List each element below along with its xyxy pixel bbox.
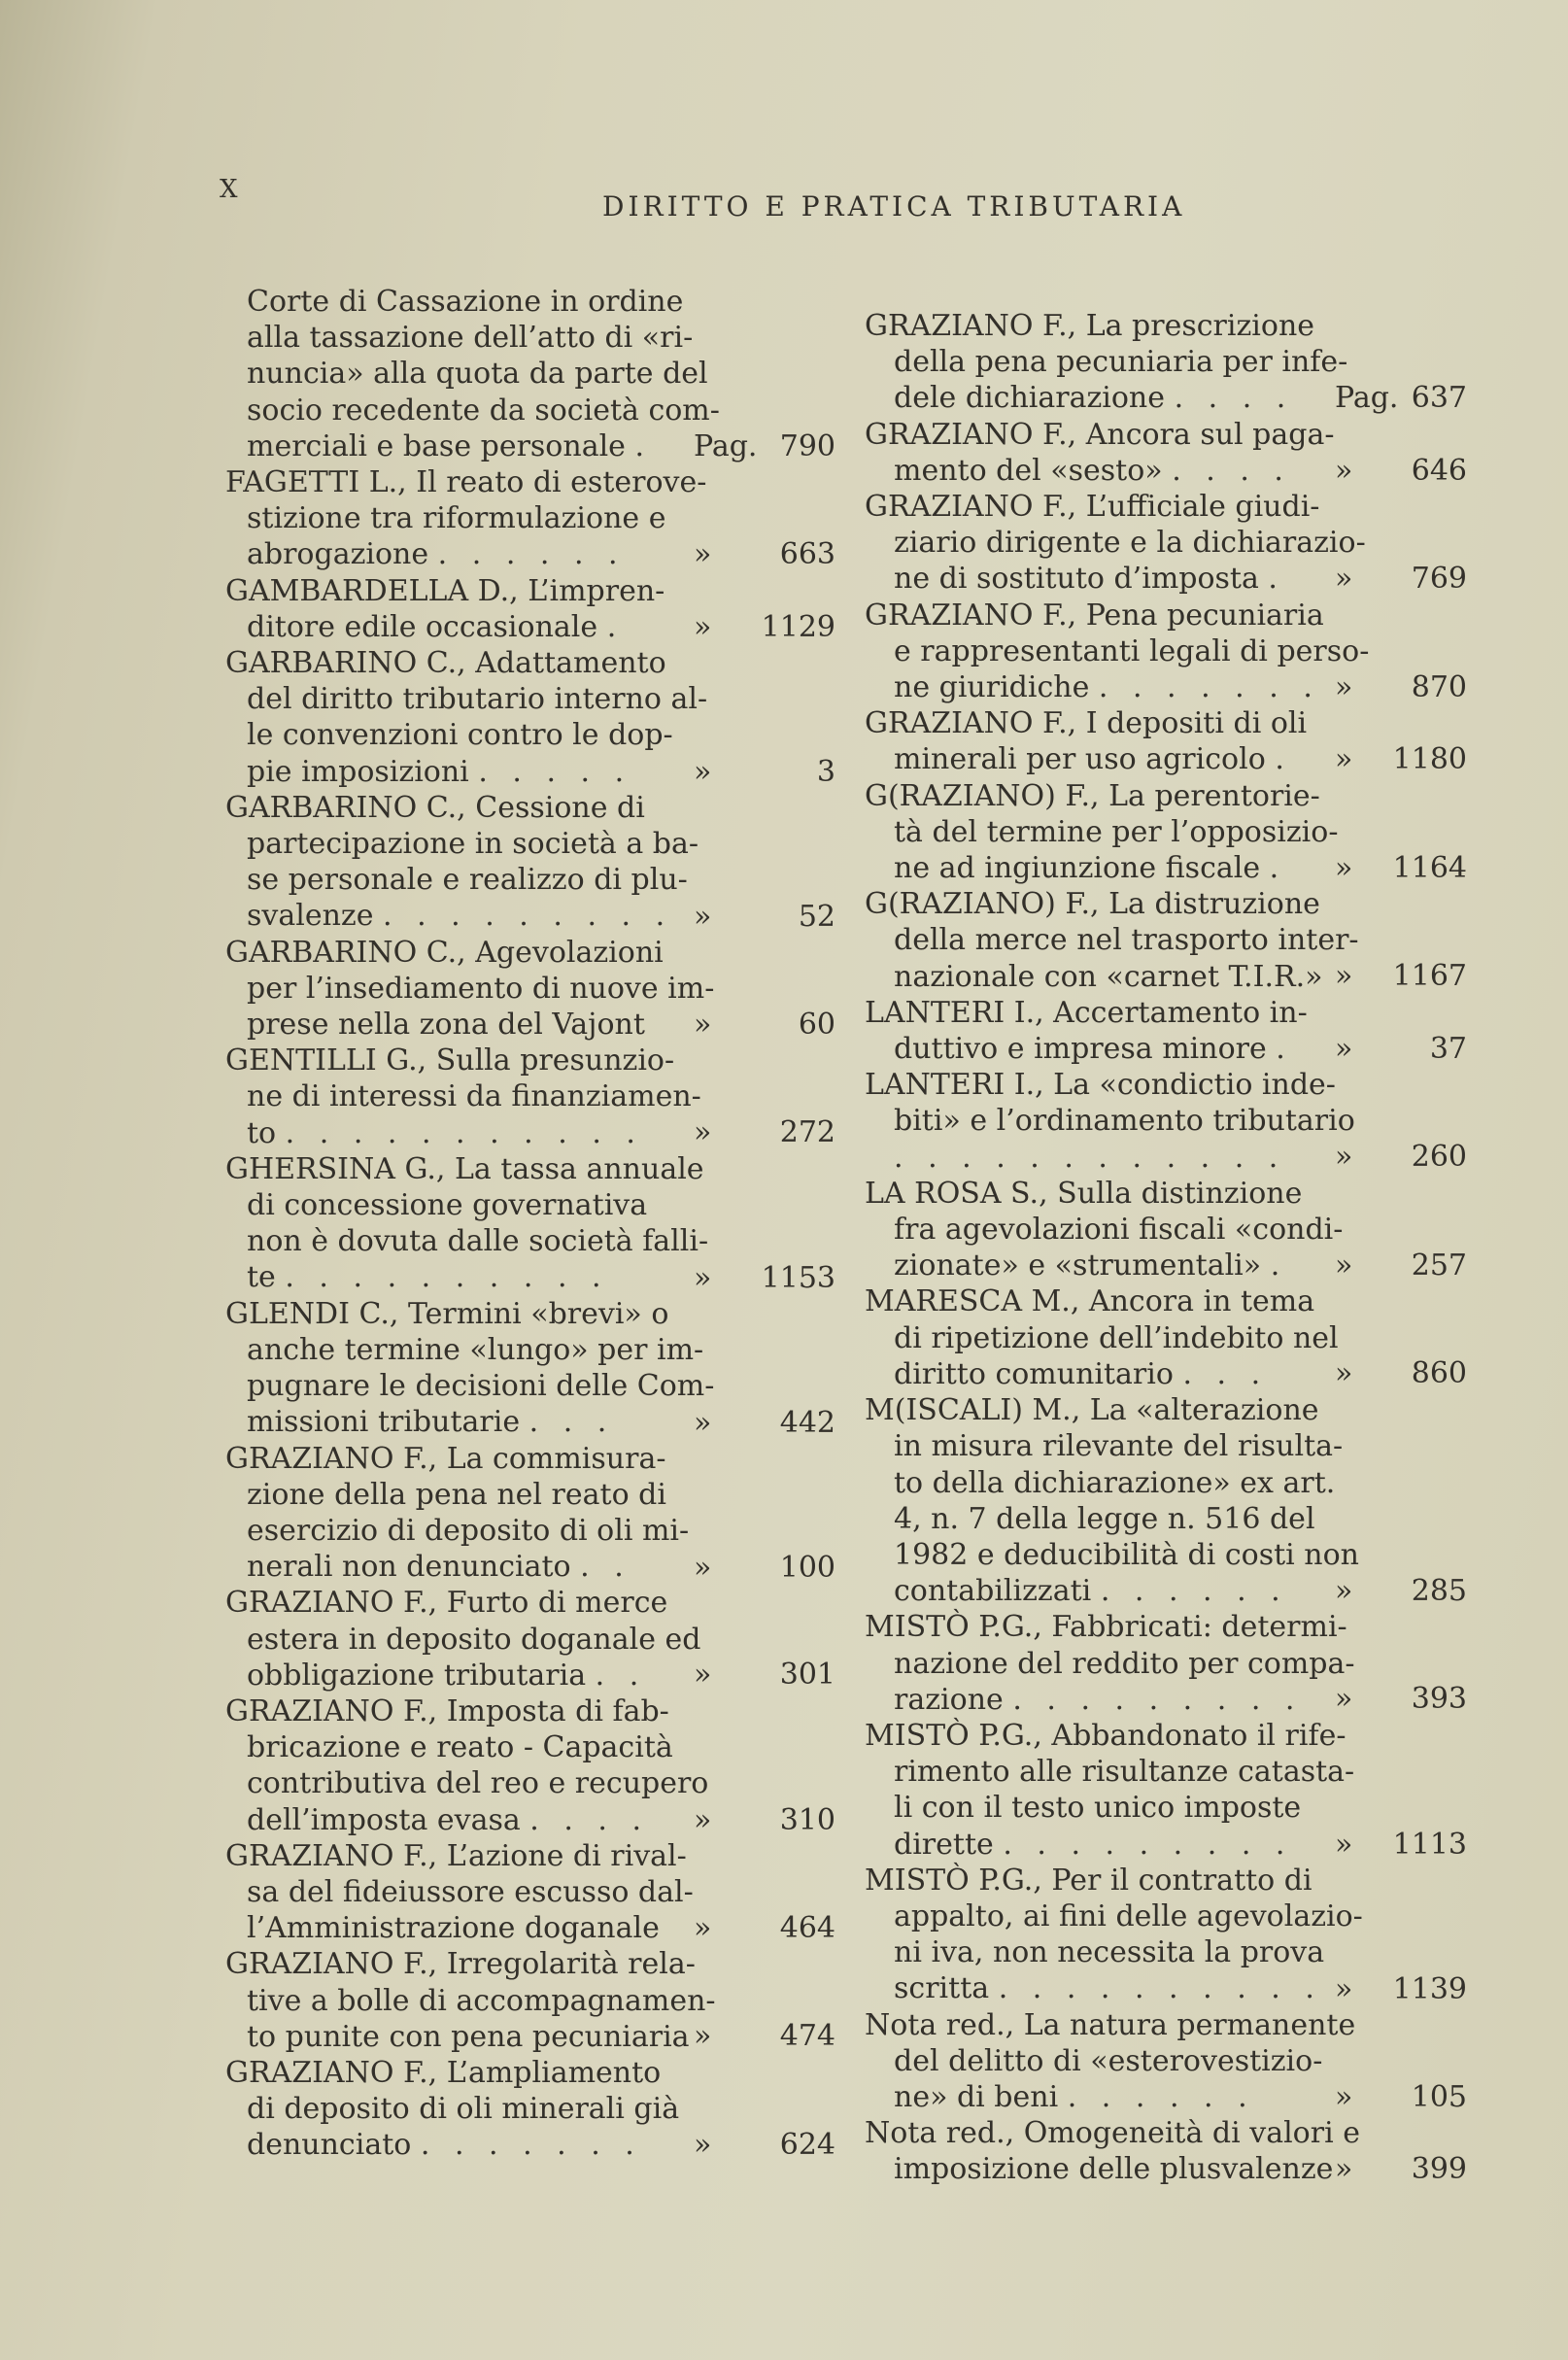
entry-line: fra agevolazioni fiscali «condi- <box>894 1213 1344 1248</box>
dot-leader: . . . . . . . <box>420 2128 642 2163</box>
page-number-ref: 860 <box>1411 1356 1467 1391</box>
page-reference <box>694 754 835 790</box>
entry-line: to punite con pena pecuniaria <box>247 2019 690 2054</box>
index-entry <box>865 2115 1467 2187</box>
index-entry <box>214 2055 835 2164</box>
page-number-ref: 624 <box>779 2127 835 2162</box>
page-mark: » <box>694 1007 712 1042</box>
entry-line: l’Amministrazione doganale <box>247 1911 660 1946</box>
page-mark: » <box>694 1115 712 1150</box>
page-reference <box>694 1802 835 1838</box>
entry-line: GRAZIANO F., I depositi di oli <box>865 706 1308 741</box>
entry-line: GRAZIANO F., L’ufficiale giudi- <box>865 490 1320 525</box>
dot-leader: . . . . . . <box>437 537 626 572</box>
entry-line: nuncia» alla quota da parte del <box>247 357 708 392</box>
entry-line: della pena pecuniaria per infe- <box>894 345 1348 380</box>
index-entry <box>865 995 1467 1067</box>
entry-line: esercizio di deposito di oli mi- <box>247 1513 690 1548</box>
entry-line: GRAZIANO F., La commisura- <box>225 1441 666 1476</box>
page-reference <box>694 428 835 464</box>
dot-leader: . . . . . . . . . . <box>998 1971 1322 2006</box>
entry-line: merciali e base personale . <box>247 428 653 463</box>
entry-line: appalto, ai fini delle agevolazio- <box>894 1898 1363 1933</box>
page-number-ref: 301 <box>779 1658 835 1693</box>
dot-leader: . <box>1270 1248 1288 1283</box>
index-entry <box>214 1946 835 2055</box>
page-number-ref: 1167 <box>1392 959 1467 994</box>
index-entry <box>214 1151 835 1296</box>
entry-line: dirette . . . . . . . . . <box>894 1827 1293 1862</box>
index-entry <box>214 790 835 935</box>
page-reference <box>694 2018 835 2054</box>
entry-line: del delitto di «esterovestizio- <box>894 2043 1323 2078</box>
index-entry <box>865 598 1467 706</box>
entry-line: FAGETTI L., Il reato di esterove- <box>225 465 707 500</box>
page-reference <box>694 2127 835 2163</box>
page-mark: » <box>694 1658 712 1693</box>
entry-line: GRAZIANO F., L’ampliamento <box>225 2055 662 2090</box>
page-mark: » <box>694 1550 712 1585</box>
entry-line: GARBARINO C., Cessione di <box>225 790 645 825</box>
index-entry <box>865 489 1467 598</box>
entry-line: contabilizzati . . . . . . <box>894 1574 1288 1609</box>
entry-line: 4, n. 7 della legge n. 516 del <box>894 1501 1315 1536</box>
page-reference <box>1335 1681 1467 1717</box>
page-mark: » <box>1335 1574 1353 1609</box>
entry-line: nerali non denunciato . . <box>247 1550 631 1585</box>
entry-line: in misura rilevante del risulta- <box>894 1429 1344 1464</box>
entry-line: dele dichiarazione . . . . <box>894 381 1294 416</box>
page-reference <box>694 1114 835 1150</box>
page-mark: » <box>694 537 712 572</box>
page-number-ref: 257 <box>1411 1248 1467 1283</box>
page-number-ref: 399 <box>1411 2152 1467 2187</box>
page-number-ref: 1180 <box>1392 742 1467 777</box>
page-number-ref: 1113 <box>1392 1827 1467 1862</box>
entry-line: G(RAZIANO) F., La perentorie- <box>865 778 1320 813</box>
page-reference <box>694 1550 835 1586</box>
entry-line: duttivo e impresa minore . <box>894 1032 1293 1067</box>
page-number-ref: 474 <box>779 2019 835 2054</box>
entry-line: mento del «sesto» . . . . <box>894 453 1291 488</box>
entry-line: ne ad ingiunzione fiscale . <box>894 851 1287 886</box>
entry-line: LANTERI I., Accertamento in- <box>865 995 1308 1030</box>
entry-line: to della dichiarazione» ex art. <box>894 1465 1336 1500</box>
page-mark: » <box>1335 669 1353 704</box>
entry-line: MARESCA M., Ancora in tema <box>865 1284 1315 1319</box>
page-number-ref: 769 <box>1411 562 1467 597</box>
page-reference <box>694 1405 835 1441</box>
entry-line: ne di interessi da finanziamen- <box>247 1079 701 1114</box>
dot-leader: . . . . . . <box>1100 1574 1288 1609</box>
index-entry <box>214 1296 835 1441</box>
page-number-ref: 1164 <box>1392 850 1467 885</box>
page-reference <box>1335 1031 1467 1067</box>
page-number-ref: 3 <box>816 755 835 790</box>
dot-leader: . . . . <box>529 1802 650 1837</box>
entry-line: GLENDI C., Termini «brevi» o <box>225 1296 669 1331</box>
entry-line: le convenzioni contro le dop- <box>247 718 673 753</box>
page-mark: » <box>1335 1971 1353 2006</box>
page-mark: » <box>694 755 712 790</box>
page-number-ref: 260 <box>1411 1140 1467 1175</box>
index-entry <box>865 2007 1467 2116</box>
page-mark: » <box>694 1260 712 1295</box>
page-reference <box>1335 380 1467 416</box>
entry-line: zione della pena nel reato di <box>247 1477 666 1512</box>
entry-line: te . . . . . . . . . . <box>247 1260 609 1295</box>
index-entry <box>865 705 1467 777</box>
page-number-ref: 663 <box>779 537 835 572</box>
index-entry <box>865 778 1467 887</box>
page-reference <box>1335 1248 1467 1283</box>
page-mark: » <box>694 2127 712 2162</box>
entry-line: di ripetizione dell’indebito nel <box>894 1320 1339 1355</box>
page-mark: Pag. <box>1335 381 1399 415</box>
page-mark: » <box>1335 453 1353 488</box>
dot-leader: . . . . <box>1172 453 1291 488</box>
entry-line: ni iva, non necessita la prova <box>894 1935 1325 1970</box>
entry-line: bricazione e reato - Capacità <box>247 1730 673 1765</box>
page-mark: » <box>694 899 712 934</box>
entry-line: G(RAZIANO) F., La distruzione <box>865 887 1320 922</box>
dot-leader: . . . . . . . . . . <box>285 1260 609 1295</box>
page-reference <box>694 1260 835 1296</box>
page-number-ref: 870 <box>1411 669 1467 704</box>
index-entry <box>865 417 1467 489</box>
entry-line: estera in deposito doganale ed <box>247 1622 701 1657</box>
entry-line: rimento alle risultanze catasta- <box>894 1755 1355 1790</box>
page-mark: » <box>1335 1140 1353 1175</box>
entry-line: GAMBARDELLA D., L’impren- <box>225 573 665 608</box>
entry-line: di concessione governativa <box>247 1188 648 1223</box>
entry-line: ne» di beni . . . . . . <box>894 2079 1255 2114</box>
entry-line: abrogazione . . . . . . <box>247 537 626 572</box>
entry-line: GRAZIANO F., Ancora sul paga- <box>865 417 1335 452</box>
page-mark: » <box>1335 1356 1353 1391</box>
page-mark: » <box>694 609 712 644</box>
dot-leader: . <box>1268 562 1285 597</box>
index-entry <box>214 573 835 645</box>
index-entry <box>214 464 835 573</box>
page-number-ref: 464 <box>779 1910 835 1945</box>
entry-line: MISTÒ P.G., Per il contratto di <box>865 1863 1312 1898</box>
entry-line: contributiva del reo e recupero <box>247 1766 709 1801</box>
index-entry <box>865 1718 1467 1863</box>
entry-line: tive a bolle di accompagnamen- <box>247 1983 716 2018</box>
entry-line: socio recedente da società com- <box>247 393 720 428</box>
entry-line: MISTÒ P.G., Abbandonato il rife- <box>865 1718 1346 1753</box>
page-number-ref: 1153 <box>761 1260 835 1295</box>
page-number-ref: 646 <box>1411 453 1467 488</box>
dot-leader: . . . . . . <box>1067 2079 1255 2114</box>
dot-leader: . . . . . . . . . . . <box>285 1115 643 1150</box>
dot-leader: . . . . . . . . . <box>1003 1827 1293 1862</box>
dot-leader: . . . <box>528 1405 615 1440</box>
entry-line: tà del termine per l’opposizio- <box>894 814 1339 849</box>
dot-leader: . . . . . . . <box>1098 670 1320 705</box>
entry-line: Nota red., Omogeneità di valori e <box>865 2116 1360 2151</box>
page-number-ref: 637 <box>1411 381 1467 415</box>
entry-line: MISTÒ P.G., Fabbricati: determi- <box>865 1610 1347 1645</box>
page-number-ref: 1139 <box>1392 1971 1467 2006</box>
page-number-ref: 37 <box>1429 1031 1467 1066</box>
page-mark: » <box>1335 562 1353 597</box>
page-reference <box>1335 561 1467 597</box>
entry-line: GRAZIANO F., L’azione di rival- <box>225 1838 687 1873</box>
page-number-ref: 1129 <box>761 609 835 644</box>
page-number-ref: 310 <box>779 1802 835 1837</box>
index-entry <box>865 1283 1467 1392</box>
page-reference <box>1335 2079 1467 2115</box>
dot-leader: . <box>634 428 653 463</box>
entry-line: Corte di Cassazione in ordine <box>247 285 684 319</box>
index-entry <box>214 645 835 790</box>
index-entry <box>214 1585 835 1693</box>
page-mark: » <box>1335 2079 1353 2114</box>
entry-line: nazionale con «carnet T.I.R.» <box>894 959 1323 994</box>
index-entry <box>865 886 1467 995</box>
page-mark: » <box>694 1802 712 1837</box>
page-number-ref: 60 <box>798 1007 835 1042</box>
entry-line: M(ISCALI) M., La «alterazione <box>865 1393 1319 1428</box>
entry-line: 1982 e deducibilità di costi non <box>894 1537 1360 1572</box>
page-mark: » <box>1335 850 1353 885</box>
entry-line: di deposito di oli minerali già <box>247 2092 680 2127</box>
entry-line: GRAZIANO F., La prescrizione <box>865 309 1315 343</box>
entry-line: GRAZIANO F., Irregolarità rela- <box>225 1947 696 1982</box>
entry-line: ziario dirigente e la dichiarazio- <box>894 526 1366 561</box>
entry-line: biti» e l’ordinamento tributario <box>894 1104 1355 1139</box>
page-reference <box>1335 1971 1467 2007</box>
page-reference <box>1335 2151 1467 2187</box>
page-reference <box>1335 850 1467 886</box>
page-number-ref: 105 <box>1411 2079 1467 2114</box>
index-entry <box>214 1043 835 1151</box>
entry-line: non è dovuta dalle società falli- <box>247 1224 709 1259</box>
page-number: X <box>220 175 240 204</box>
dot-leader: . . . <box>1182 1356 1269 1391</box>
entry-line: stizione tra riformulazione e <box>247 501 666 536</box>
entry-line: GHERSINA G., La tassa annuale <box>225 1151 704 1186</box>
entry-line: svalenze . . . . . . . . . <box>247 899 673 934</box>
entry-line: LA ROSA S., Sulla distinzione <box>865 1176 1303 1211</box>
page-number-ref: 442 <box>779 1405 835 1440</box>
page-reference <box>1335 1355 1467 1391</box>
entry-line: GARBARINO C., Adattamento <box>225 646 666 681</box>
entry-line: per l’insediamento di nuove im- <box>247 971 715 1006</box>
entry-line: del diritto tributario interno al- <box>247 682 708 717</box>
entry-line: ditore edile occasionale . <box>247 609 625 644</box>
page-mark: » <box>1335 1248 1353 1283</box>
entry-line: se personale e realizzo di plu- <box>247 863 688 898</box>
page-reference <box>1335 958 1467 994</box>
entry-line: zionate» e «strumentali» . <box>894 1248 1288 1283</box>
page-reference <box>1335 1139 1467 1175</box>
entry-line: della merce nel trasporto inter- <box>894 923 1359 958</box>
index-entry <box>865 1067 1467 1176</box>
entry-line: LANTERI I., La «condictio inde- <box>865 1068 1336 1103</box>
entry-line: GRAZIANO F., Imposta di fab- <box>225 1693 669 1728</box>
dot-leader: . . . . . . . . . . . . <box>894 1140 1286 1175</box>
page-reference <box>1335 1827 1467 1863</box>
page-reference <box>694 899 835 935</box>
running-head: DIRITTO E PRATICA TRIBUTARIA <box>602 190 1186 222</box>
dot-leader: . <box>606 609 625 644</box>
page-mark: » <box>694 2019 712 2054</box>
page-number-ref: 393 <box>1411 1682 1467 1717</box>
entry-line: anche termine «lungo» per im- <box>247 1332 704 1367</box>
page-number-ref: 100 <box>779 1550 835 1585</box>
page-reference <box>1335 453 1467 489</box>
page-reference <box>694 1007 835 1043</box>
entry-line: sa del fideiussore escusso dal- <box>247 1874 694 1909</box>
page-reference <box>694 536 835 572</box>
dot-leader: . . . . <box>1174 381 1294 416</box>
page-reference <box>694 1910 835 1946</box>
entry-line: pugnare le decisioni delle Com- <box>247 1369 715 1404</box>
page-reference <box>694 1657 835 1693</box>
dot-leader: . . <box>580 1550 631 1585</box>
dot-leader: . . . . . . . . . <box>383 899 673 934</box>
dot-leader: . <box>1269 851 1287 886</box>
index-entry <box>214 1441 835 1586</box>
entry-line: Nota red., La natura permanente <box>865 2007 1356 2042</box>
entry-line: GARBARINO C., Agevolazioni <box>225 935 664 970</box>
index-entry <box>214 284 835 464</box>
entry-line: obbligazione tributaria . . <box>247 1658 647 1693</box>
entry-line: alla tassazione dell’atto di «ri- <box>247 321 694 356</box>
page-mark: » <box>1335 1031 1353 1066</box>
page-reference <box>694 609 835 645</box>
entry-line: imposizione delle plusvalenze <box>894 2152 1334 2187</box>
entry-line: scritta . . . . . . . . . . <box>894 1971 1322 2006</box>
entry-line: e rappresentanti legali di perso- <box>894 633 1370 668</box>
entry-line: ne giuridiche . . . . . . . <box>894 670 1320 705</box>
entry-line: diritto comunitario . . . <box>894 1356 1269 1391</box>
dot-leader: . . . . . <box>478 754 632 789</box>
index-entry <box>214 1693 835 1838</box>
page-number-ref: 272 <box>779 1115 835 1150</box>
index-entry <box>214 1838 835 1947</box>
entry-line: minerali per uso agricolo . <box>894 742 1292 777</box>
page-reference <box>1335 669 1467 705</box>
entry-line: nazione del reddito per compa- <box>894 1646 1355 1681</box>
page-mark: » <box>1335 742 1353 777</box>
page-mark: » <box>1335 1682 1353 1717</box>
page-number-ref: 790 <box>779 429 835 463</box>
page-mark: Pag. <box>694 429 758 463</box>
entry-line: partecipazione in società a ba- <box>247 827 699 862</box>
entry-line: to . . . . . . . . . . . <box>247 1115 643 1150</box>
index-entry <box>865 1176 1467 1284</box>
dot-leader: . . <box>595 1658 647 1693</box>
page-reference <box>1335 1573 1467 1609</box>
entry-line: pie imposizioni . . . . . <box>247 754 632 789</box>
index-entry <box>214 935 835 1043</box>
dot-leader: . <box>1276 1032 1293 1067</box>
entry-line: GENTILLI G., Sulla presunzio- <box>225 1043 675 1078</box>
dot-leader: . <box>1275 742 1292 777</box>
entry-line: missioni tributarie . . . <box>247 1405 615 1440</box>
index-entry <box>865 308 1467 417</box>
entry-line: razione . . . . . . . . . <box>894 1682 1303 1717</box>
page-mark: » <box>694 1405 712 1440</box>
page-mark: » <box>694 1910 712 1945</box>
page-number-ref: 52 <box>798 899 835 934</box>
entry-line: GRAZIANO F., Furto di merce <box>225 1586 668 1621</box>
page-reference <box>1335 741 1467 777</box>
index-entry <box>865 1392 1467 1609</box>
entry-line: dell’imposta evasa . . . . <box>247 1802 650 1837</box>
dot-leader: . . . . . . . . . <box>1012 1682 1303 1717</box>
page-mark: » <box>1335 1827 1353 1862</box>
entry-line: GRAZIANO F., Pena pecuniaria <box>865 598 1324 633</box>
index-column-right <box>865 308 1467 2188</box>
entry-line: prese nella zona del Vajont <box>247 1008 645 1043</box>
index-entry <box>865 1863 1467 2007</box>
page-number-ref: 285 <box>1411 1574 1467 1609</box>
entry-line: denunciato . . . . . . . <box>247 2128 642 2163</box>
index-column-left <box>214 284 835 2164</box>
page-mark: » <box>1335 959 1353 994</box>
entry-line: ne di sostituto d’imposta . <box>894 562 1285 597</box>
entry-line: li con il testo unico imposte <box>894 1791 1302 1826</box>
index-entry <box>865 1609 1467 1718</box>
page-mark: » <box>1335 2152 1353 2187</box>
